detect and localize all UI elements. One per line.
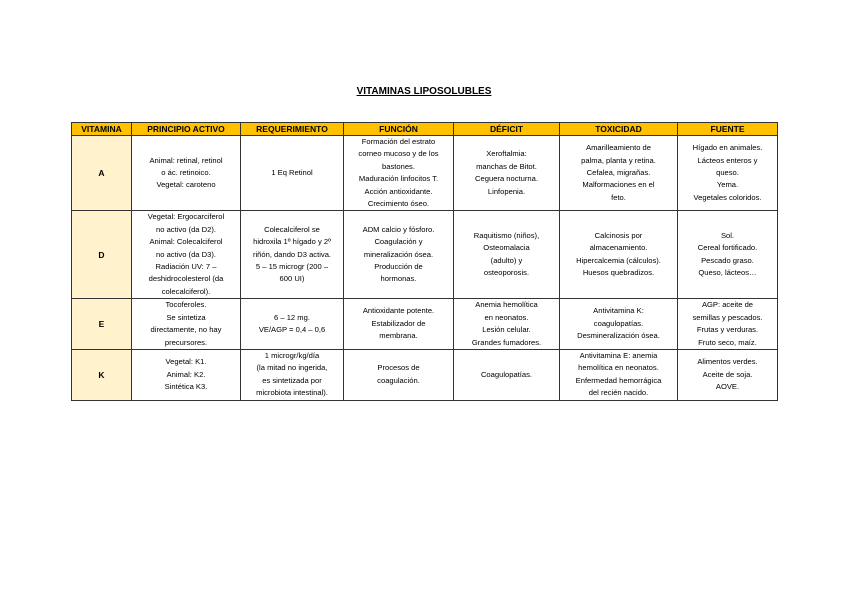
funcion-cell: ADM calcio y fósforo. Coagulación y mineralización ósea. Producción de hormonas. (344, 211, 454, 299)
principio-activo-cell: Vegetal: Ergocarciferol no activo (da D2). Animal: Colecalciferol no activo (da D3). Radiación UV: 7 – deshidrocolesterol (da colecalciferol). (132, 211, 241, 299)
header-row (72, 123, 778, 136)
toxicidad-cell: Calcinosis por almacenamiento. Hipercalcemia (cálculos). Huesos quebradizos. (560, 211, 678, 299)
table-row (72, 211, 778, 299)
principio-activo-cell: Animal: retinal, retinol o ác. retinoico. Vegetal: caroteno (132, 136, 241, 211)
principio-activo-cell: Tocoferoles. Se sintetiza directamente, no hay precursores. (132, 299, 241, 350)
vitamin-letter: K (72, 349, 132, 400)
header-fuente: FUENTE (678, 123, 778, 136)
fuente-cell: AGP: aceite de semillas y pescados. Frutas y verduras. Fruto seco, maíz. (678, 299, 778, 350)
requerimiento-cell: 1 Eq Retinol (241, 136, 344, 211)
funcion-cell: Procesos de coagulación. (344, 349, 454, 400)
vitamins-table (71, 122, 778, 401)
table-row (72, 349, 778, 400)
toxicidad-cell: Amarilleamiento de palma, planta y retina. Cefalea, migrañas. Malformaciones en el feto. (560, 136, 678, 211)
header-deficit: DÉFICIT (454, 123, 560, 136)
principio-activo-cell: Vegetal: K1. Animal: K2. Sintética K3. (132, 349, 241, 400)
funcion-cell: Formación del estrato corneo mucoso y de los bastones. Maduración linfocitos T. Acción antioxidante. Crecimiento óseo. (344, 136, 454, 211)
header-principio-activo: PRINCIPIO ACTIVO (132, 123, 241, 136)
deficit-cell: Xeroftalmia: manchas de Bitot. Ceguera nocturna. Linfopenia. (454, 136, 560, 211)
vitamin-letter: D (72, 211, 132, 299)
deficit-cell: Anemia hemolítica en neonatos. Lesión celular. Grandes fumadores. (454, 299, 560, 350)
header-funcion: FUNCIÓN (344, 123, 454, 136)
table-row (72, 136, 778, 211)
document-title: VITAMINAS LIPOSOLUBLES (356, 86, 492, 97)
vitamin-letter: A (72, 136, 132, 211)
table-row (72, 299, 778, 350)
fuente-cell: Sol. Cereal fortificado. Pescado graso. Queso, lácteos… (678, 211, 778, 299)
toxicidad-cell: Antivitamina K: coagulopatías. Desmineralización ósea. (560, 299, 678, 350)
vitamin-letter: E (72, 299, 132, 350)
requerimiento-cell: Colecalciferol se hidroxila 1º hígado y 2º riñón, dando D3 activa. 5 – 15 microgr (200 – 600 UI) (241, 211, 344, 299)
deficit-cell: Raquitismo (niños), Osteomalacia (adulto) y osteoporosis. (454, 211, 560, 299)
requerimiento-cell: 1 microgr/kg/día (la mitad no ingerida, es sintetizada por microbiota intestinal). (241, 349, 344, 400)
requerimiento-cell: 6 – 12 mg. VE/AGP = 0,4 – 0,6 (241, 299, 344, 350)
header-requerimiento: REQUERIMIENTO (241, 123, 344, 136)
toxicidad-cell: Antivitamina E: anemia hemolítica en neonatos. Enfermedad hemorrágica del recién nacido. (560, 349, 678, 400)
header-vitamina: VITAMINA (72, 123, 132, 136)
fuente-cell: Alimentos verdes. Aceite de soja. AOVE. (678, 349, 778, 400)
fuente-cell: Hígado en animales. Lácteos enteros y queso. Yema. Vegetales coloridos. (678, 136, 778, 211)
deficit-cell: Coagulopatías. (454, 349, 560, 400)
header-toxicidad: TOXICIDAD (560, 123, 678, 136)
funcion-cell: Antioxidante potente. Estabilizador de membrana. (344, 299, 454, 350)
